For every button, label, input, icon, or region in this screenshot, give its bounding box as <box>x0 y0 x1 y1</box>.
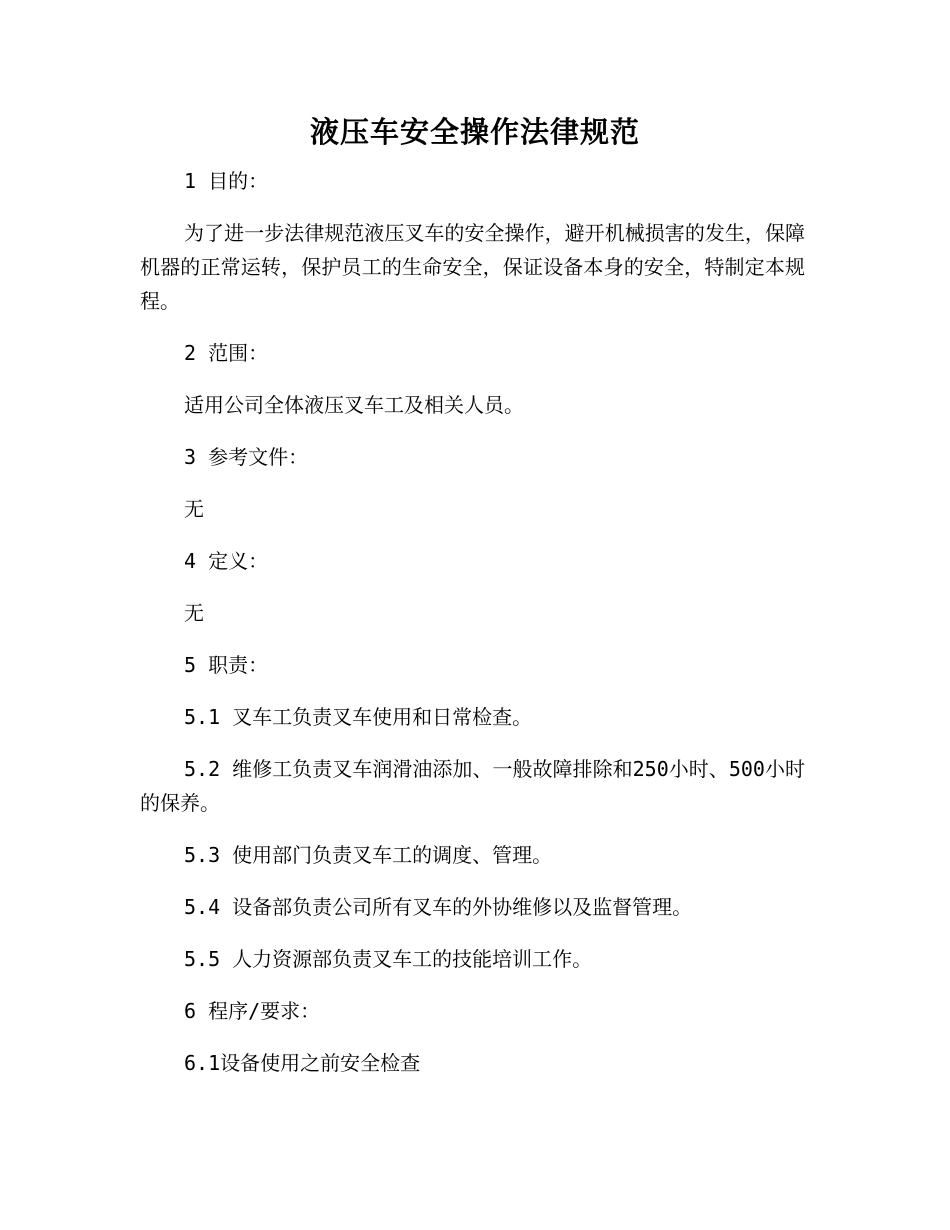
document-body <box>140 164 805 1098</box>
responsibility-item: 5.5 人力资源部负责叉车工的技能培训工作。 <box>184 947 593 971</box>
section-heading-purpose: 1 目的： <box>184 169 269 193</box>
procedure-subheading: 6.1设备使用之前安全检查 <box>184 1051 421 1075</box>
section-heading-definitions: 4 定义： <box>184 549 269 573</box>
section-heading-procedures: 6 程序/要求： <box>184 999 321 1023</box>
section-heading-scope: 2 范围： <box>184 341 269 365</box>
section-heading-references: 3 参考文件： <box>184 445 309 469</box>
responsibility-item: 5.3 使用部门负责叉车工的调度、管理。 <box>184 843 553 867</box>
section-heading-responsibilities: 5 职责： <box>184 653 269 677</box>
purpose-paragraph: 为了进一步法律规范液压叉车的安全操作，避开机械损害的发生，保障机器的正常运转，保护员工的生命安全，保证设备本身的安全，特制定本规程。 <box>140 221 805 313</box>
document-title: 液压车安全操作法律规范 <box>309 115 640 149</box>
responsibility-item: 5.2 维修工负责叉车润滑油添加、一般故障排除和250小时、500小时的保养。 <box>140 757 805 815</box>
scope-paragraph: 适用公司全体液压叉车工及相关人员。 <box>184 393 524 417</box>
responsibility-item: 5.4 设备部负责公司所有叉车的外协维修以及监督管理。 <box>184 895 693 919</box>
definitions-paragraph: 无 <box>184 601 204 625</box>
responsibility-item: 5.1 叉车工负责叉车使用和日常检查。 <box>184 705 533 729</box>
references-paragraph: 无 <box>184 497 204 521</box>
